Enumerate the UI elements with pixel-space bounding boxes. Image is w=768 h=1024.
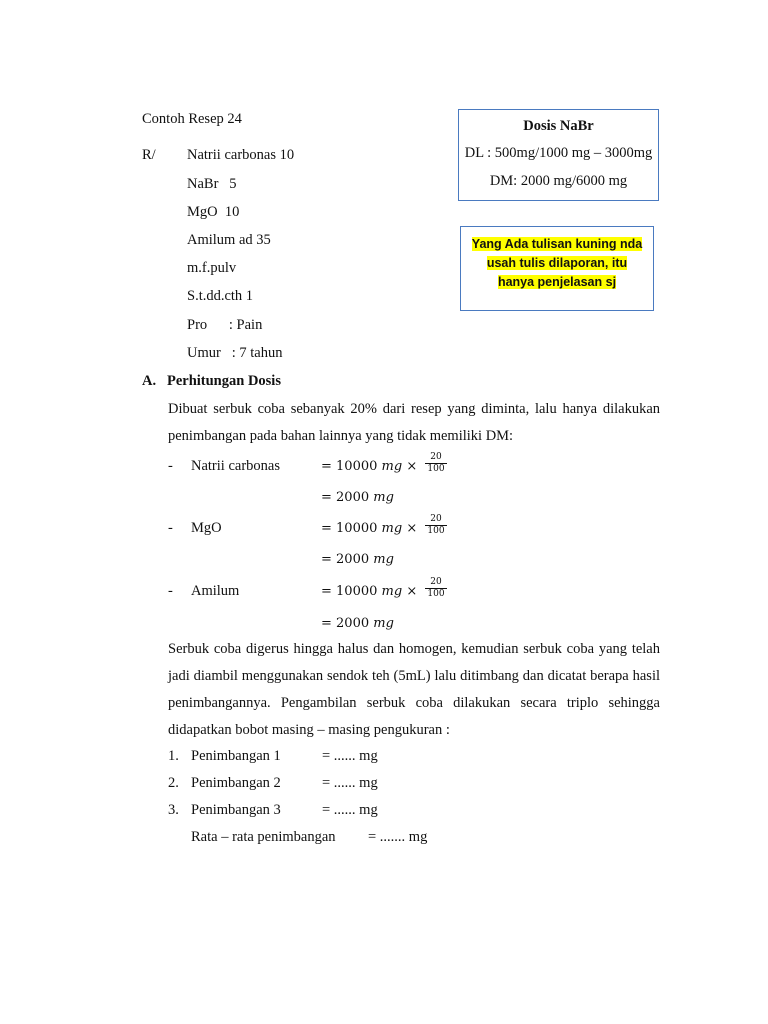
- calc-times: ×: [406, 459, 418, 474]
- calc-ingredient: MgO: [191, 520, 222, 536]
- calc-result: [321, 616, 394, 631]
- calc-formula: [321, 521, 417, 536]
- calc-result-unit: mg: [373, 490, 394, 505]
- calc-times: ×: [406, 584, 418, 599]
- calc-ingredient: Amilum: [191, 583, 240, 599]
- average-label: Rata – rata penimbangan: [191, 829, 336, 845]
- weighing-label: Penimbangan 2: [191, 775, 281, 791]
- procedure-paragraph: Serbuk coba digerus hingga halus dan homogen, kemudian serbuk coba yang telah jadi diambil menggunakan sendok teh (5mL) lalu ditimbang dan dicatat berapa hasil penimbangannya. Pengambilan serbuk coba dilakukan secara triplo sehingga didapatkan bobot masing – masing pengukuran :: [168, 641, 660, 738]
- calc-result-unit: mg: [373, 552, 394, 567]
- recipe-title: Contoh Resep 24: [142, 111, 242, 127]
- weighing-number: 3.: [168, 802, 179, 818]
- note-line: hanya penjelasan sj: [497, 275, 617, 289]
- calc-unit: mg: [381, 521, 403, 536]
- calc-value: = 10000: [321, 521, 378, 536]
- weighing-number: 1.: [168, 748, 179, 764]
- section-heading: A. Perhitungan Dosis: [142, 373, 281, 389]
- weighing-label: Penimbangan 1: [191, 748, 281, 764]
- calc-ingredient: Natrii carbonas: [191, 458, 280, 474]
- calc-formula: [321, 584, 417, 599]
- recipe-line: m.f.pulv: [187, 260, 237, 276]
- weighing-value: = ...... mg: [322, 775, 378, 791]
- recipe-line: MgO 10: [187, 204, 240, 220]
- calc-times: ×: [406, 521, 418, 536]
- calc-result: [321, 490, 394, 505]
- calc-result-value: = 2000: [321, 616, 370, 631]
- calc-unit: mg: [381, 459, 403, 474]
- calc-fraction: [424, 452, 448, 475]
- note-box: [460, 226, 654, 311]
- fraction-denominator: 100: [427, 464, 445, 474]
- weighing-value: = ...... mg: [322, 802, 378, 818]
- fraction-numerator: 20: [430, 577, 442, 587]
- recipe-line: S.t.dd.cth 1: [187, 288, 254, 304]
- calc-value: = 10000: [321, 459, 378, 474]
- calc-bullet: -: [168, 583, 173, 599]
- note-line: usah tulis dilaporan, itu: [486, 256, 628, 270]
- weighing-value: = ...... mg: [322, 748, 378, 764]
- note-line: Yang Ada tulisan kuning nda: [471, 237, 643, 251]
- calc-fraction: [424, 514, 448, 537]
- calc-fraction: [424, 577, 448, 600]
- calc-result: [321, 552, 394, 567]
- fraction-denominator: 100: [427, 526, 445, 536]
- recipe-line: Amilum ad 35: [187, 232, 271, 248]
- calc-unit: mg: [381, 584, 403, 599]
- dose-box: [458, 109, 659, 201]
- recipe-line: Umur : 7 tahun: [187, 345, 283, 361]
- calc-bullet: -: [168, 520, 173, 536]
- fraction-numerator: 20: [430, 452, 442, 462]
- recipe-line: NaBr 5: [187, 176, 237, 192]
- recipe-line: Pro : Pain: [187, 317, 263, 333]
- recipe-r-label: R/: [142, 147, 156, 163]
- average-value: = ....... mg: [368, 829, 428, 845]
- calc-value: = 10000: [321, 584, 378, 599]
- calc-bullet: -: [168, 458, 173, 474]
- calc-result-value: = 2000: [321, 490, 370, 505]
- calc-formula: [321, 459, 417, 474]
- recipe-line: Natrii carbonas 10: [187, 147, 295, 163]
- intro-paragraph: Dibuat serbuk coba sebanyak 20% dari resep yang diminta, lalu hanya dilakukan penimbangan pada bahan lainnya yang tidak memiliki DM:: [168, 401, 660, 444]
- weighing-number: 2.: [168, 775, 179, 791]
- dose-box-title: Dosis NaBr: [523, 118, 594, 134]
- calc-result-value: = 2000: [321, 552, 370, 567]
- fraction-numerator: 20: [430, 514, 442, 524]
- dose-box-dl: DL : 500mg/1000 mg – 3000mg: [464, 145, 653, 161]
- dose-box-dm: DM: 2000 mg/6000 mg: [489, 173, 628, 189]
- weighing-label: Penimbangan 3: [191, 802, 281, 818]
- calc-result-unit: mg: [373, 616, 394, 631]
- fraction-denominator: 100: [427, 589, 445, 599]
